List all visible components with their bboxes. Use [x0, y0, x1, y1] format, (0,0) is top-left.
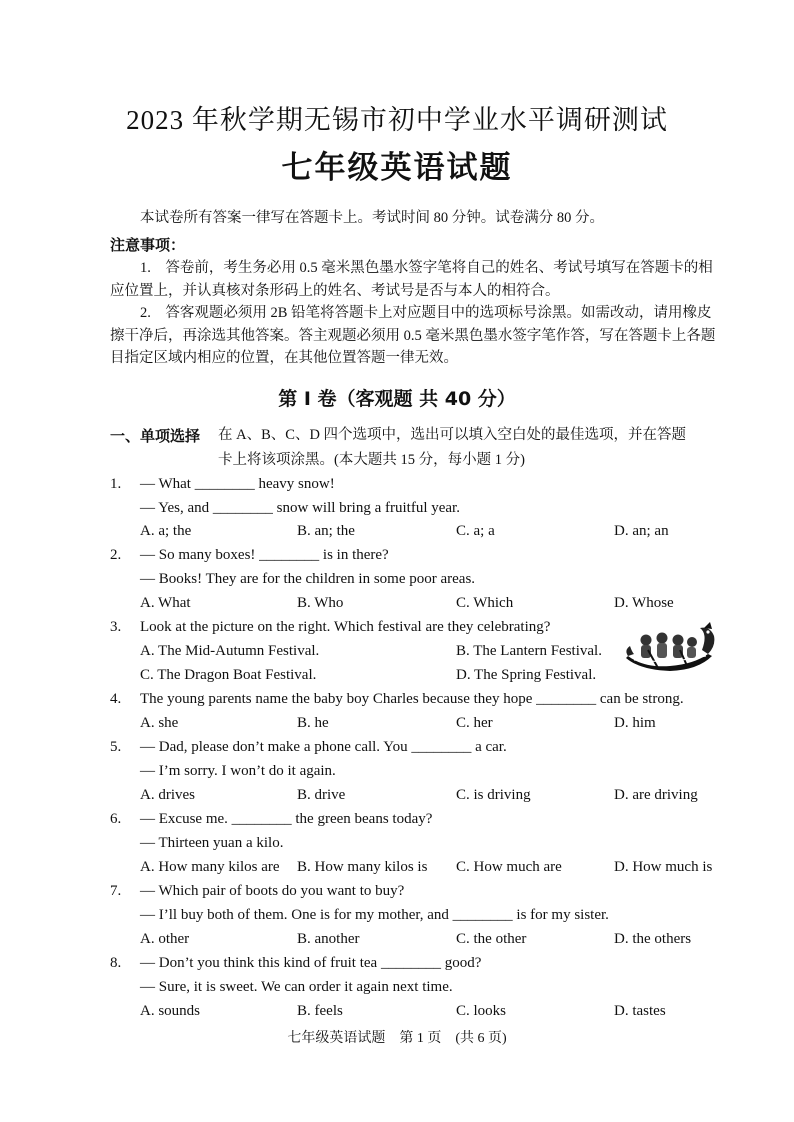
- exam-title: 2023 年秋学期无锡市初中学业水平调研测试: [126, 105, 668, 135]
- option-c: C. the other: [456, 931, 527, 947]
- question-number: 3.: [110, 619, 122, 635]
- question-line: — Excuse me. ________ the green beans today?: [140, 811, 433, 827]
- question-line: — Which pair of boots do you want to buy?: [140, 883, 405, 899]
- option-d: D. are driving: [614, 787, 698, 803]
- question-line: — What ________ heavy snow!: [140, 476, 335, 492]
- option-a: A. sounds: [140, 1003, 201, 1019]
- option-d: D. him: [614, 715, 656, 731]
- option-b: B. feels: [297, 1003, 343, 1019]
- note-item-2: 2. 答客观题必须用 2B 铅笔将答题卡上对应题目中的选项标号涂黑。如需改动，请用橡皮擦干净后，再涂选其他答案。答主观题必须用 0.5 毫米黑色墨水签字笔作答，写在答题卡上各题目指定区域内相应的位置，在其他位置答题一律无效。: [110, 305, 716, 366]
- option-c: C. looks: [456, 1003, 507, 1019]
- option-c: C. her: [456, 715, 493, 731]
- question-number: 6.: [110, 811, 122, 827]
- question-line: — Yes, and ________ snow will bring a fruitful year.: [140, 500, 460, 516]
- option-d: D. Whose: [614, 595, 674, 611]
- option-b: B. How many kilos is: [297, 859, 428, 875]
- option-b: B. Who: [297, 595, 344, 611]
- question-line: The young parents name the baby boy Charles because they hope ________ can be strong.: [140, 691, 684, 707]
- option-c: C. How much are: [456, 859, 562, 875]
- option-b: B. The Lantern Festival.: [456, 643, 602, 659]
- question-line: — I’m sorry. I won’t do it again.: [140, 763, 336, 779]
- question-line: — Thirteen yuan a kilo.: [140, 835, 284, 851]
- option-b: B. he: [297, 715, 329, 731]
- question-number: 1.: [110, 476, 122, 492]
- question-line: — Books! They are for the children in some poor areas.: [140, 571, 476, 587]
- option-d: D. an; an: [614, 523, 669, 539]
- option-b: B. an; the: [297, 523, 355, 539]
- option-a: A. The Mid-Autumn Festival.: [140, 643, 320, 659]
- option-a: A. other: [140, 931, 190, 947]
- option-c: C. The Dragon Boat Festival.: [140, 667, 317, 683]
- page-footer: 七年级英语试题 第 1 页 (共 6 页): [287, 1031, 507, 1046]
- option-d: D. How much is: [614, 859, 713, 875]
- option-a: A. What: [140, 595, 191, 611]
- option-d: D. tastes: [614, 1003, 666, 1019]
- option-b: B. drive: [297, 787, 346, 803]
- section-heading: 一、单项选择: [110, 427, 201, 445]
- option-c: C. Which: [456, 595, 514, 611]
- option-d: D. The Spring Festival.: [456, 667, 597, 683]
- question-line: Look at the picture on the right. Which festival are they celebrating?: [140, 619, 551, 635]
- question-line: — Sure, it is sweet. We can order it again next time.: [140, 979, 453, 995]
- option-a: A. a; the: [140, 523, 192, 539]
- question-number: 8.: [110, 955, 122, 971]
- exam-subtitle: 七年级英语试题: [281, 150, 513, 186]
- option-a: A. How many kilos are: [140, 859, 280, 875]
- notes-heading: 注意事项：: [110, 236, 186, 254]
- option-c: C. a; a: [456, 523, 495, 539]
- section-instruction-line2: 卡上将该项涂黑。(本大题共 15 分，每小题 1 分): [218, 452, 525, 468]
- question-line: — Dad, please don’t make a phone call. You ________ a car.: [140, 739, 507, 755]
- intro-text: 本试卷所有答案一律写在答题卡上。考试时间 80 分钟。试卷满分 80 分。: [140, 210, 604, 226]
- option-b: B. another: [297, 931, 360, 947]
- question-line: — Don’t you think this kind of fruit tea ________ good?: [140, 955, 482, 971]
- option-a: A. drives: [140, 787, 195, 803]
- part-title: 第 I 卷（客观题 共 40 分）: [278, 388, 516, 410]
- note-item-1: 1. 答卷前，考生务必用 0.5 毫米黑色墨水签字笔将自己的姓名、考试号填写在答题卡的相应位置上，并认真核对条形码上的姓名、考试号是否与本人的相符合。: [110, 260, 713, 299]
- question-number: 2.: [110, 547, 122, 563]
- question-number: 5.: [110, 739, 122, 755]
- option-d: D. the others: [614, 931, 692, 947]
- question-number: 4.: [110, 691, 122, 707]
- question-line: — I’ll buy both of them. One is for my mother, and ________ is for my sister.: [140, 907, 609, 923]
- question-line: — So many boxes! ________ is in there?: [140, 547, 389, 563]
- option-a: A. she: [140, 715, 179, 731]
- dragon-boat-icon: [624, 620, 718, 672]
- question-number: 7.: [110, 883, 122, 899]
- option-c: C. is driving: [456, 787, 531, 803]
- section-instruction-line1: 在 A、B、C、D 四个选项中，选出可以填入空白处的最佳选项，并在答题: [218, 427, 687, 443]
